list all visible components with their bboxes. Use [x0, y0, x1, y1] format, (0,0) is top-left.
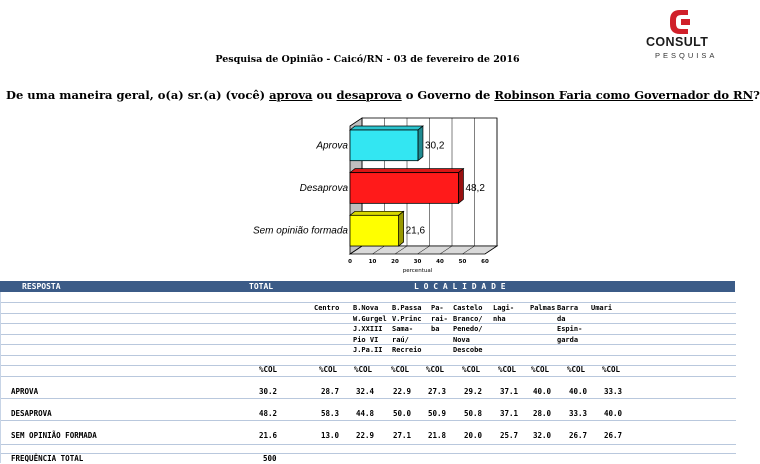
- row-value: 22.9: [393, 387, 412, 396]
- row-total: 21.6: [259, 431, 278, 440]
- column-header-line: Sama-: [392, 325, 414, 333]
- table-rule: [1, 444, 736, 445]
- category-label: Desaprova: [299, 183, 348, 194]
- column-header-line: Centro: [314, 304, 340, 312]
- row-value: 50.8: [464, 409, 483, 418]
- row-value: 33.3: [569, 409, 588, 418]
- row-label: DESAPROVA: [11, 409, 52, 418]
- bar-top: [350, 169, 463, 173]
- x-tick-label: 20: [391, 259, 399, 265]
- question-text: [6, 88, 760, 102]
- table-rule: [1, 398, 736, 399]
- header-localidade: L O C A L I D A D E: [414, 282, 506, 291]
- bar: [350, 173, 458, 204]
- column-header-line: ba: [431, 325, 440, 333]
- brand-name: CONSULT: [646, 35, 709, 49]
- frequency-label: FREQUÊNCIA TOTAL: [11, 454, 84, 463]
- row-value: 50.9: [428, 409, 447, 418]
- column-header-line: Pio VI: [353, 335, 379, 344]
- brand-tagline: PESQUISA: [655, 51, 718, 60]
- col-label: %COL: [602, 365, 621, 374]
- col-label: %COL: [319, 365, 338, 374]
- column-header-line: Palmas: [530, 304, 556, 312]
- col-label: %COL: [391, 365, 410, 374]
- question-part: ou: [312, 88, 337, 102]
- row-value: 58.3: [321, 409, 340, 418]
- column-header-line: Umari: [591, 304, 613, 312]
- x-tick-label: 0: [348, 259, 352, 265]
- row-value: 33.3: [604, 387, 623, 396]
- row-value: 37.1: [500, 387, 519, 396]
- table-rule: [1, 453, 736, 454]
- table-body: [0, 292, 736, 463]
- column-header-line: Barra: [557, 304, 579, 312]
- column-header-line: Descobe: [453, 346, 483, 354]
- column-header-line: Branco/: [453, 314, 483, 323]
- bar: [350, 130, 418, 161]
- column-header-line: raú/: [392, 335, 409, 344]
- question-part: ?: [753, 88, 760, 102]
- column-header-line: da: [557, 314, 566, 323]
- column-header-line: J.Pa.II: [353, 346, 383, 354]
- row-value: 40.0: [569, 387, 588, 396]
- row-value: 26.7: [569, 431, 588, 440]
- column-header-line: B.Passa: [392, 304, 422, 312]
- x-tick-label: 50: [458, 259, 467, 265]
- column-header-line: W.Gurgel: [353, 314, 387, 323]
- col-label: %COL: [531, 365, 550, 374]
- row-value: 22.9: [356, 431, 375, 440]
- x-tick-label: 40: [436, 259, 444, 265]
- header-total: TOTAL: [249, 282, 274, 291]
- column-header-line: rai-: [431, 314, 448, 323]
- row-value: 28.0: [533, 409, 552, 418]
- bar-value-label: 48,2: [465, 183, 485, 194]
- column-header-line: J.XXIII: [353, 325, 383, 333]
- row-value: 44.8: [356, 409, 375, 418]
- column-header-line: B.Nova: [353, 304, 379, 312]
- bar-top: [350, 126, 423, 130]
- column-header-line: nha: [493, 314, 506, 323]
- bar-side: [458, 169, 463, 204]
- row-value: 25.7: [500, 431, 519, 440]
- question-part: De uma maneira geral, o(a) sr.(a) (você): [6, 88, 270, 102]
- consult-c-icon: [644, 8, 724, 36]
- row-value: 32.0: [533, 431, 552, 440]
- row-value: 26.7: [604, 431, 623, 440]
- column-header-line: Espin-: [557, 325, 583, 333]
- column-header-line: Castelo: [453, 304, 483, 312]
- table-header-bar: [0, 281, 735, 292]
- row-value: 21.8: [428, 431, 447, 440]
- col-label: %COL: [498, 365, 517, 374]
- row-value: 40.0: [533, 387, 552, 396]
- table-rule: [1, 420, 736, 421]
- row-value: 29.2: [464, 387, 483, 396]
- row-value: 28.7: [321, 387, 340, 396]
- col-label: %COL: [462, 365, 481, 374]
- row-value: 37.1: [500, 409, 519, 418]
- frequency-value: 500: [263, 454, 277, 463]
- col-label: %COL: [567, 365, 586, 374]
- column-header-line: garda: [557, 335, 579, 344]
- bar-side: [399, 211, 404, 246]
- row-value: 27.1: [393, 431, 412, 440]
- row-value: 20.0: [464, 431, 483, 440]
- results-table: [0, 281, 735, 463]
- col-label: %COL: [354, 365, 373, 374]
- question-part: o Governo de: [401, 88, 495, 102]
- table-rule: [1, 376, 736, 377]
- x-tick-label: 30: [413, 259, 422, 265]
- bar-value-label: 30,2: [424, 140, 445, 152]
- bar-value-label: 21,6: [405, 225, 426, 237]
- row-value: 40.0: [604, 409, 623, 418]
- x-tick-label: 60: [481, 259, 489, 265]
- row-value: 13.0: [321, 431, 340, 440]
- question-underlined: desaprova: [336, 88, 402, 102]
- total-col-label: %COL: [259, 365, 278, 374]
- row-label: APROVA: [11, 387, 39, 396]
- question-underlined: aprova: [269, 88, 313, 102]
- question-underlined: Robinson Faria como Governador do RN: [494, 88, 754, 102]
- survey-title: Pesquisa de Opinião - Caicó/RN - 03 de fevereiro de 2016: [215, 54, 520, 65]
- row-value: 50.0: [393, 409, 412, 418]
- x-axis-label: percentual: [402, 268, 433, 274]
- row-label: SEM OPINIÃO FORMADA: [11, 431, 97, 440]
- approval-bar-chart: [240, 110, 510, 275]
- bar: [350, 215, 399, 246]
- column-header-line: Nova: [453, 335, 470, 344]
- bar-side: [418, 126, 423, 161]
- row-total: 30.2: [259, 387, 278, 396]
- row-value: 32.4: [356, 387, 375, 396]
- column-header-line: Lagi-: [493, 304, 515, 312]
- column-header-line: Recreio: [392, 346, 422, 354]
- row-value: 27.3: [428, 387, 447, 396]
- header-resposta: RESPOSTA: [22, 282, 61, 291]
- x-tick-label: 10: [368, 259, 377, 265]
- category-label: Aprova: [316, 140, 348, 152]
- column-header-line: Penedo/: [453, 325, 483, 333]
- category-label: Sem opinião formada: [252, 225, 348, 237]
- column-header-line: Pa-: [431, 304, 444, 312]
- col-label: %COL: [426, 365, 445, 374]
- column-header-line: V.Princ: [392, 314, 422, 323]
- row-total: 48.2: [259, 409, 278, 418]
- bar-top: [350, 211, 404, 215]
